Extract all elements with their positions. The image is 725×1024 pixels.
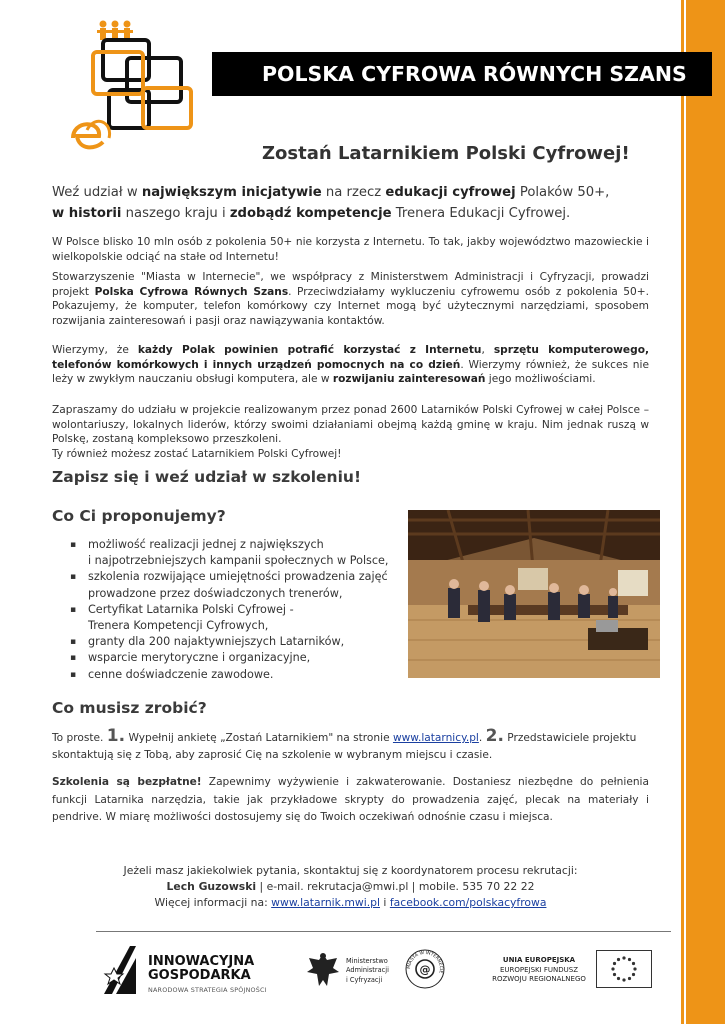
side-stripe-orange xyxy=(686,0,725,1024)
heading-offer: Co Ci proponujemy? xyxy=(52,507,226,525)
list-item: ▪ granty dla 200 najaktywniejszych Latarników, xyxy=(70,634,400,650)
heading-signup: Zapisz się i weź udział w szkoleniu! xyxy=(52,468,362,486)
side-stripe-thin xyxy=(681,0,684,1024)
project-logo-icon xyxy=(65,18,205,160)
latarnicy-link[interactable]: www.latarnicy.pl xyxy=(392,732,479,744)
training-room-photo xyxy=(408,510,660,678)
mwi-logo-icon xyxy=(404,948,446,990)
latarnik-site-link[interactable]: www.latarnik.mwi.pl xyxy=(271,896,380,909)
contact-block: Jeżeli masz jakiekolwiek pytania, skontaktuj się z koordynatorem procesu rekrutacji: Lech Guzowski | e-mail. rekrutacja@mwi.pl | mobile. 535 70 22 22 Więcej informacji na: www.latarnik.mwi.pl i facebook.com/polskacyfrowa xyxy=(123,864,578,909)
offer-list xyxy=(70,537,400,683)
list-item: ▪ możliwość realizacji jednej z największych i najpotrzebniejszych kampanii społecznych w Polsce, xyxy=(70,537,400,569)
title-banner: POLSKA CYFROWA RÓWNYCH SZANS xyxy=(212,52,712,96)
steps-paragraph: To proste. 1. Wypełnij ankietę „Zostań Latarnikiem" na stronie www.latarnicy.pl. 2. Przedstawiciele projektu skontaktują się z Tobą, aby zaprosić Cię na szkolenie w wybranym miejscu i czasie. xyxy=(52,726,637,761)
page-headline: Zostań Latarnikiem Polski Cyfrowej! xyxy=(262,143,630,164)
svg-text:MIASTA W INTERNECIE: MIASTA W INTERNECIE xyxy=(406,950,444,974)
svg-text:@: @ xyxy=(419,963,431,976)
paragraph-association: Stowarzyszenie "Miasta w Internecie", we współpracy z Ministerstwem Administracji i Cyfryzacji, prowadzi projekt Polska Cyfrowa Równych Szans. Przeciwdziałamy wykluczeniu cyfrowemu osób z pokolenia 50+. Pokazujemy, że komputer, telefon komórkowy czy Internet mogą być użytecznymi narzędziami, sposobem rozwijania zainteresowań i pasji oraz nawiązywania kontaktów. xyxy=(52,271,649,327)
innovative-economy-logo: INNOWACYJNA GOSPODARKA xyxy=(148,954,255,983)
facebook-link[interactable]: facebook.com/polskacyfrowa xyxy=(389,896,547,909)
list-item: ▪ szkolenia rozwijające umiejętności prowadzenia zajęć prowadzone przez doświadczonych trenerów, xyxy=(70,569,400,601)
intro-paragraph: Weź udział w największym inicjatywie na rzecz edukacji cyfrowej Polaków 50+, w historii naszego kraju i zdobądź kompetencje Trenera Edukacji Cyfrowej. xyxy=(52,185,610,221)
ministry-label: Ministerstwo Administracji i Cyfryzacji xyxy=(346,957,389,984)
eagle-emblem-icon xyxy=(305,950,341,990)
eu-flag-icon xyxy=(596,950,652,988)
eu-label: UNIA EUROPEJSKA EUROPEJSKI FUNDUSZ ROZWOJU REGIONALNEGO xyxy=(492,956,586,984)
paragraph-belief: Wierzymy, że każdy Polak powinien potrafić korzystać z Internetu, sprzętu komputerowego, telefonów komórkowych i innych urządzeń pomocnych na co dzień. Wierzymy również, że sukces nie leży w zwykłym nauczaniu obsługi komputera, ale w rozwijaniu zainteresowań jego możliwościami. xyxy=(52,344,649,386)
list-item: ▪ Certyfikat Latarnika Polski Cyfrowej - Trenera Kompetencji Cyfrowych, xyxy=(70,602,400,634)
free-training-paragraph: Szkolenia są bezpłatne! Zapewnimy wyżywienie i zakwaterowanie. Dostaniesz niezbędne do pełnienia funkcji Latarnika narzędzia, takie jak przykładowe skrypty do prowadzenia zajęć, plecak na materiały i pendrive. W miarę możliwości dostosujemy się do Twoich oczekiwań odnośnie czasu i miejsca. xyxy=(52,776,649,823)
paragraph-statistics: W Polsce blisko 10 mln osób z pokolenia 50+ nie korzysta z Internetu. To tak, jakby województwo mazowieckie i wielkopolskie odciąć na stałe od Internetu! xyxy=(52,236,649,263)
list-item: ▪ wsparcie merytoryczne i organizacyjne, xyxy=(70,650,400,666)
heading-todo: Co musisz zrobić? xyxy=(52,699,207,717)
innovative-economy-subtitle: NARODOWA STRATEGIA SPÓJNOŚCI xyxy=(148,986,267,994)
innovative-economy-icon xyxy=(100,944,140,996)
paragraph-invitation: Zapraszamy do udziału w projekcie realizowanym przez ponad 2600 Latarników Polski Cyfrowej w całej Polsce – wolontariuszy, lokalnych liderów, którzy swoimi działaniami obejmą każdą gminę w kraju. Nim jednak ruszą w Polskę, zostaną kompleksowo przeszkoleni. Ty również możesz zostać Latarnikiem Polski Cyfrowej! xyxy=(52,404,649,460)
footer-divider xyxy=(96,931,671,932)
list-item: ▪ cenne doświadczenie zawodowe. xyxy=(70,667,400,683)
